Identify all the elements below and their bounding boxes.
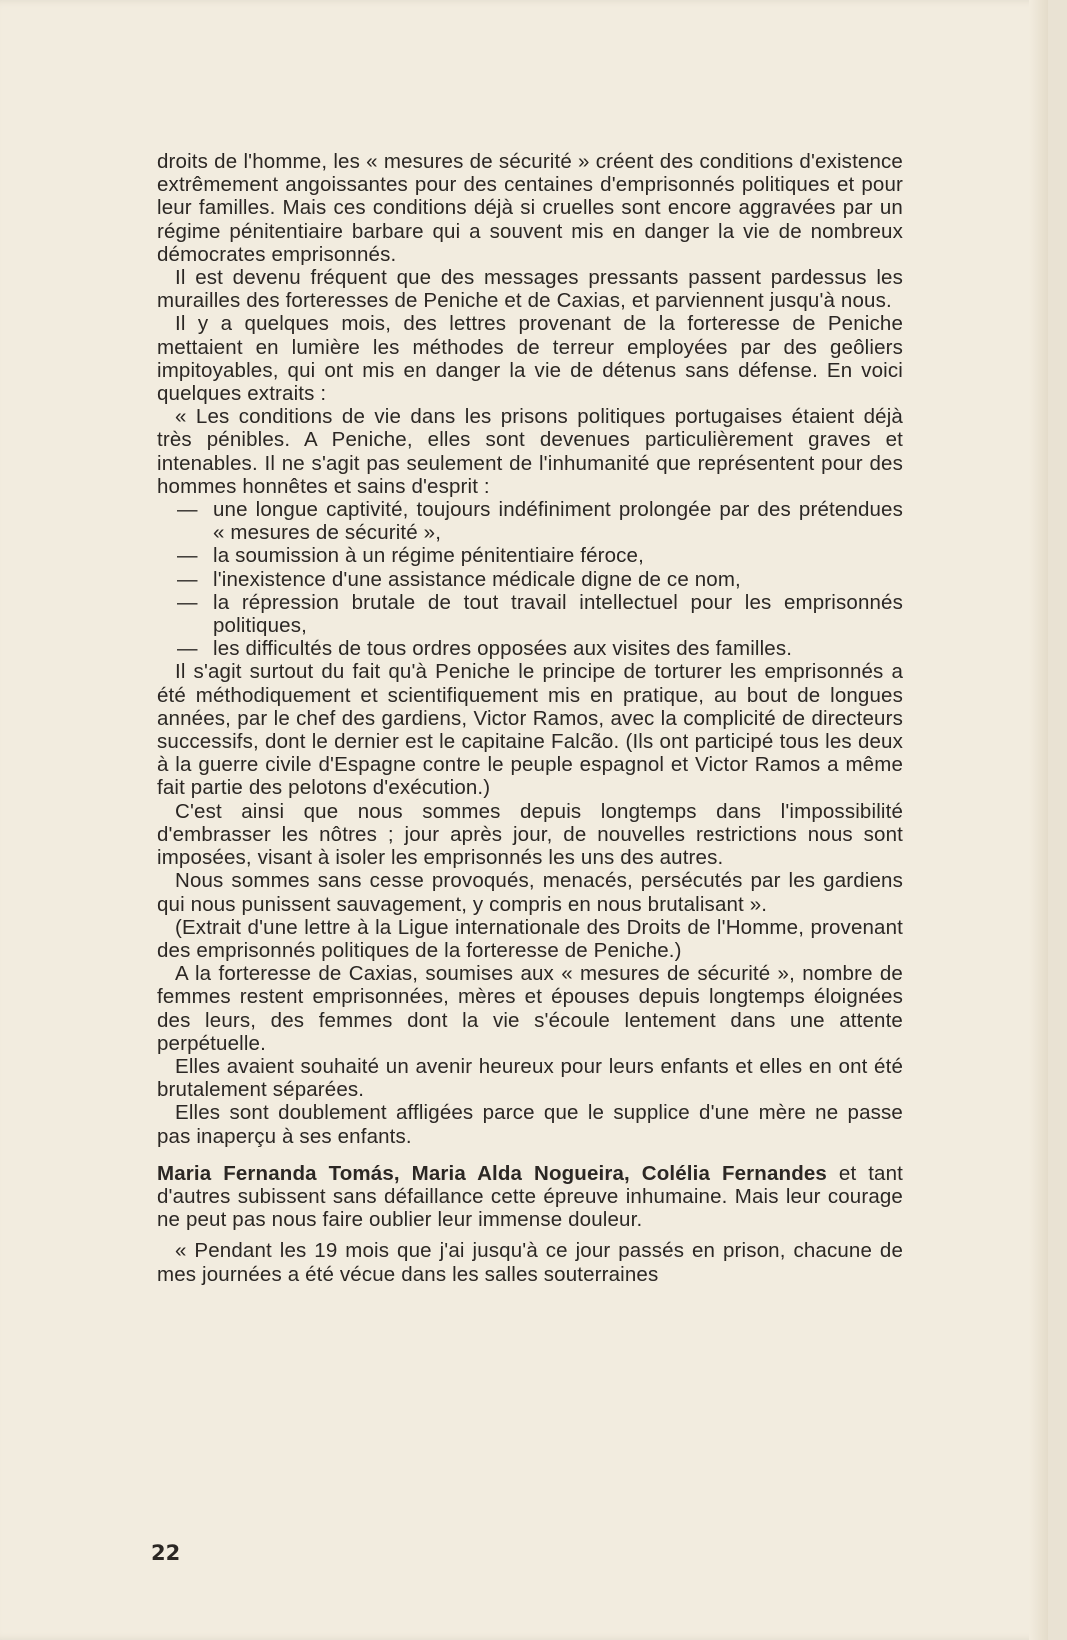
names-rest: et tant d'autres subissent sans défaillance cette épreuve inhumaine. Mais leur courage ne peut pas nous faire oublier leur immense douleur. bbox=[157, 1161, 903, 1232]
page-edge bbox=[1029, 0, 1048, 1640]
paragraph-torture: Il s'agit surtout du fait qu'à Peniche le principe de torturer les emprisonnés a été méthodiquement et scientifiquement mis en pratique, au bout de longues années, par le chef des gardiens, Victor Ramos, avec la complicité de directeurs successifs, dont le dernier est le capitaine Falcão. (Ils ont participé tous les deux à la guerre civile d'Espagne contre le peuple espagnol et Victor Ramos a même fait partie des pelotons d'exécution.) bbox=[157, 660, 903, 800]
list-item: — les difficultés de tous ordres opposées aux visites des familles. bbox=[157, 637, 903, 660]
page-number: 22 bbox=[151, 1541, 181, 1565]
list-item: — la répression brutale de tout travail intellectuel pour les emprisonnés politiques, bbox=[157, 591, 903, 637]
paragraph-mothers: Elles sont doublement affligées parce que le supplice d'une mère ne passe pas inaperçu à ses enfants. bbox=[157, 1101, 903, 1148]
paragraph-messages: Il est devenu fréquent que des messages pressants passent pardessus les murailles des forteresses de Peniche et de Caxias, et parviennent jusqu'à nous. bbox=[157, 266, 903, 313]
list-item: — une longue captivité, toujours indéfiniment prolongée par des prétendues « mesures de sécurité », bbox=[157, 498, 903, 544]
list-item: — l'inexistence d'une assistance médicale digne de ce nom, bbox=[157, 568, 903, 591]
paragraph-letters: Il y a quelques mois, des lettres provenant de la forteresse de Peniche mettaient en lumière les méthodes de terreur employées par des geôliers impitoyables, qui ont mis en danger la vie de détenus sans défense. En voici quelques extraits : bbox=[157, 312, 903, 406]
prisoner-names: Maria Fernanda Tomás, Maria Alda Nogueira, Colélia Fernandes bbox=[157, 1161, 827, 1185]
list-item: — la soumission à un régime pénitentiaire féroce, bbox=[157, 544, 903, 567]
paragraph-provocations: Nous sommes sans cesse provoqués, menacés, persécutés par les gardiens qui nous punissent sauvagement, y compris en nous brutalisant ». bbox=[157, 869, 903, 916]
body-text bbox=[157, 150, 903, 1286]
paragraph-continuation: droits de l'homme, les « mesures de sécurité » créent des conditions d'existence extrêmement angoissantes pour des centaines d'emprisonnés politiques et pour leur familles. Mais ces conditions déjà si cruelles sont encore aggravées par un régime pénitentiaire barbare qui a souvent mis en danger la vie de nombreux démocrates emprisonnés. bbox=[157, 150, 903, 266]
paragraph-testimony: « Pendant les 19 mois que j'ai jusqu'à ce jour passés en prison, chacune de mes journées a été vécue dans les salles souterraines bbox=[157, 1239, 903, 1286]
conditions-list bbox=[157, 498, 903, 660]
paragraph-caxias: A la forteresse de Caxias, soumises aux « mesures de sécurité », nombre de femmes restent emprisonnées, mères et épouses depuis longtemps éloignées des leurs, des femmes dont la vie s'écoule lentement dans une attente perpétuelle. bbox=[157, 962, 903, 1055]
paragraph-quote-start: « Les conditions de vie dans les prisons politiques portugaises étaient déjà très pénibles. A Peniche, elles sont devenues particulièrement graves et intenables. Il ne s'agit pas seulement de l'inhumanité que représentent pour des hommes honnêtes et sains d'esprit : bbox=[157, 405, 903, 498]
paragraph-families: C'est ainsi que nous sommes depuis longtemps dans l'impossibilité d'embrasser les nôtres ; jour après jour, de nouvelles restrictions nous sont imposées, visant à isoler les emprisonnés les uns des autres. bbox=[157, 799, 903, 870]
paragraph-source-note: (Extrait d'une lettre à la Ligue internationale des Droits de l'Homme, provenant des emprisonnés politiques de la forteresse de Peniche.) bbox=[157, 915, 903, 962]
paragraph-children: Elles avaient souhaité un avenir heureux pour leurs enfants et elles en ont été brutalement séparées. bbox=[157, 1054, 903, 1102]
paragraph-names bbox=[157, 1162, 903, 1232]
